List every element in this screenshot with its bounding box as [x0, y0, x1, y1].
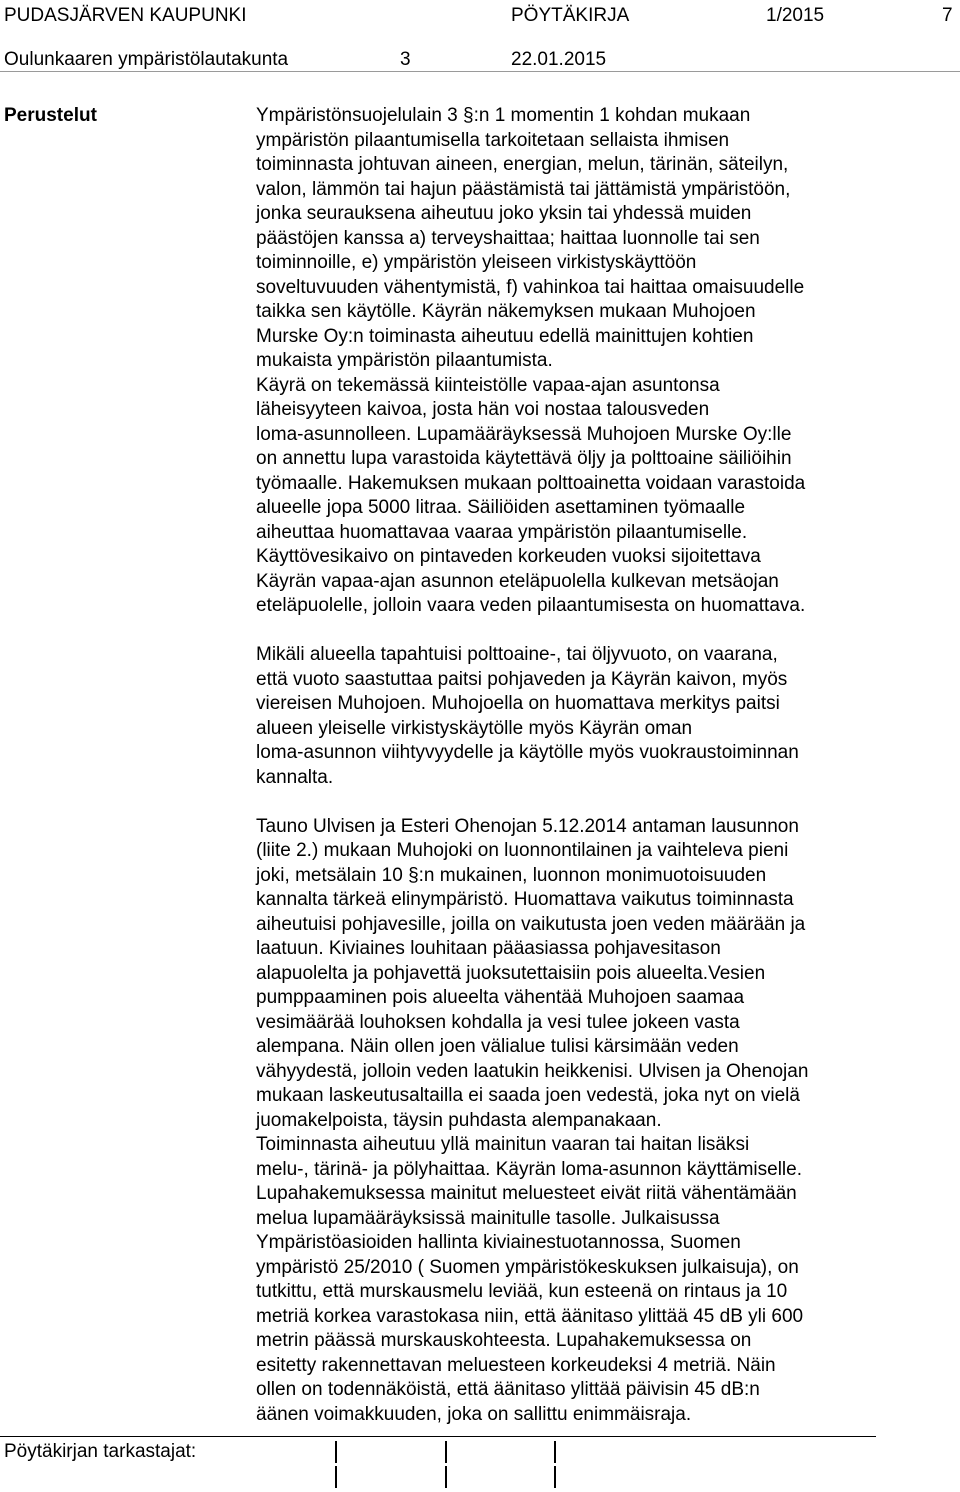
section-label: Perustelut [4, 105, 97, 126]
text-line: eteläpuolelle, jolloin vaara veden pilaantumisesta on huomattava. [256, 595, 806, 616]
text-line: Murske Oy:n toiminasta aiheutuu edellä mainittujen kohtien [256, 325, 754, 347]
text-line: kannalta. [256, 766, 334, 788]
text-line: Mikäli alueella tapahtuisi polttoaine-, tai öljyvuoto, on vaarana, [256, 644, 778, 665]
paragraph [256, 104, 956, 619]
text-line: metriä korkea varastokasa niin, että äänitaso ylittää 45 dB yli 600 [256, 1305, 804, 1327]
text-line: että vuoto saastuttaa paitsi pohjaveden ja Käyrän kaivon, myös [256, 668, 788, 690]
reviewers-label: Pöytäkirjan tarkastajat: [4, 1441, 197, 1462]
meeting-date: 22.01.2015 [511, 49, 607, 70]
text-line: Käyttövesikaivo on pintaveden korkeuden vuoksi sijoitettava [256, 546, 761, 567]
text-line: metrin päässä murskauskohteesta. Lupahakemuksessa on [256, 1330, 752, 1351]
text-line: toiminnoille, e) ympäristön yleiseen virkistyskäyttöön [256, 252, 697, 273]
document-type: PÖYTÄKIRJA [511, 5, 630, 26]
text-line: esitetty rakennettavan meluesteen korkeudeksi 4 metriä. Näin [256, 1354, 776, 1376]
committee-name: Oulunkaaren ympäristölautakunta [4, 49, 289, 70]
text-line: Käyrän vapaa-ajan asunnon eteläpuolella kulkevan metsäojan [256, 570, 779, 592]
text-line: tutkittu, että murskausmelu leviää, kun esteenä on rintaus ja 10 [256, 1281, 788, 1302]
text-line: aiheutuisi pohjavesille, joilla on vaikutusta joen veden määrään ja [256, 913, 806, 935]
text-line: taikka sen käytölle. Käyrän näkemyksen mukaan Muhojoen [256, 301, 756, 322]
text-line: jonka seurauksena aiheutuu joko yksin tai yhdessä muiden [256, 203, 752, 224]
document-number: 1/2015 [766, 5, 825, 26]
paragraph-gap [256, 790, 956, 815]
text-line: alueelle jopa 5000 litraa. Säiliöiden asettaminen työmaalle [256, 497, 746, 518]
text-line: pumppaaminen pois alueelta vähentää Muhojoen saamaa [256, 987, 745, 1008]
text-line: Tauno Ulvisen ja Esteri Ohenojan 5.12.2014 antaman lausunnon [256, 815, 799, 837]
paragraph [256, 815, 956, 1428]
text-line: (liite 2.) mukaan Muhojoki on luonnontilainen ja vaihteleva pieni [256, 840, 789, 861]
text-line: on annettu lupa varastoida käytettävä öljy ja polttoaine säiliöihin [256, 448, 792, 469]
text-line: äänen voimakkuuden, joka on sallittu enimmäisraja. [256, 1403, 692, 1425]
text-line: ympäristön pilaantumisella tarkoitetaan sellaista ihmisen [256, 129, 730, 151]
municipality-name: PUDASJÄRVEN KAUPUNKI [4, 5, 247, 26]
paragraph-gap [256, 619, 956, 644]
text-line: melua lupamääräyksissä mainitulle tasolle. Julkaisussa [256, 1207, 720, 1229]
text-line: päästöjen kanssa a) terveyshaittaa; haittaa luonnolle tai sen [256, 227, 760, 249]
text-line: viereisen Muhojoen. Muhojoella on huomattava merkitys paitsi [256, 693, 780, 714]
text-line: Ympäristöasioiden hallinta kiviainestuotannossa, Suomen [256, 1232, 741, 1253]
paragraph [256, 643, 956, 790]
text-line: Toiminnasta aiheutuu yllä mainitun vaaran tai haitan lisäksi [256, 1134, 750, 1155]
text-line: vesimäärää louhoksen kohdalla ja vesi tulee jokeen vasta [256, 1011, 740, 1033]
signature-line [335, 1441, 337, 1463]
text-line: toiminnasta johtuvan aineen, energian, melun, tärinän, säteilyn, [256, 154, 789, 175]
page-number: 7 [942, 5, 953, 26]
signature-line [445, 1466, 447, 1488]
text-line: laatuun. Kiviaines louhitaan pääasiassa pohjavesitason [256, 938, 721, 959]
text-line: soveltuvuuden vähentymistä, f) vahinkoa tai haittaa omaisuudelle [256, 276, 805, 298]
text-line: Käyrä on tekemässä kiinteistölle vapaa-ajan asuntonsa [256, 374, 720, 396]
header-divider [0, 71, 960, 72]
text-line: Lupahakemuksessa mainitut meluesteet eivät riitä vähentämään [256, 1183, 797, 1204]
text-line: mukaista ympäristön pilaantumista. [256, 350, 553, 371]
section-number: 3 [400, 49, 411, 70]
text-line: työmaalle. Hakemuksen mukaan polttoainetta voidaan varastoida [256, 472, 806, 494]
document-body [256, 104, 956, 1427]
text-line: kannalta tärkeä elinympäristö. Huomattava vaikutus toiminnasta [256, 889, 794, 910]
signature-line [554, 1466, 556, 1488]
text-line: loma-asunnon viihtyvyydelle ja käytölle myös vuokraustoiminnan [256, 742, 799, 763]
text-line: vähyydestä, jolloin veden laatukin heikkenisi. Ulvisen ja Ohenojan [256, 1060, 809, 1082]
text-line: melu-, tärinä- ja pölyhaittaa. Käyrän loma-asunnon käyttämiselle. [256, 1158, 802, 1180]
text-line: alapuolelta ja pohjavettä juoksutettaisiin pois alueelta.Vesien [256, 962, 766, 984]
signature-line [335, 1466, 337, 1488]
signature-line [445, 1441, 447, 1463]
text-line: ympäristö 25/2010 ( Suomen ympäristökeskuksen julkaisuja), on [256, 1256, 799, 1278]
text-line: läheisyyteen kaivoa, josta hän voi nostaa talousveden [256, 399, 710, 420]
text-line: ollen on todennäköistä, että äänitaso ylittää päivisin 45 dB:n [256, 1379, 760, 1400]
text-line: loma-asunnolleen. Lupamääräyksessä Muhojoen Murske Oy:lle [256, 423, 792, 445]
text-line: mukaan laskeutusaltailla ei saada joen vedestä, joka nyt on vielä [256, 1085, 800, 1106]
text-line: juomakelpoista, täysin puhdasta alempanakaan. [256, 1109, 662, 1131]
text-line: alueen yleiselle virkistyskäytölle myös Käyrän oman [256, 717, 693, 739]
signature-line [554, 1441, 556, 1463]
text-line: valon, lämmön tai hajun päästämistä tai jättämistä ympäristöön, [256, 178, 791, 200]
text-line: aiheuttaa huomattavaa vaaraa ympäristön pilaantumiselle. [256, 521, 748, 543]
text-line: Ympäristönsuojelulain 3 §:n 1 momentin 1 kohdan mukaan [256, 105, 751, 126]
text-line: alempana. Näin ollen joen välialue tulisi kärsimään veden [256, 1036, 739, 1057]
text-line: joki, metsälain 10 §:n mukainen, luonnon monimuotoisuuden [256, 864, 767, 886]
footer-divider [0, 1436, 876, 1437]
